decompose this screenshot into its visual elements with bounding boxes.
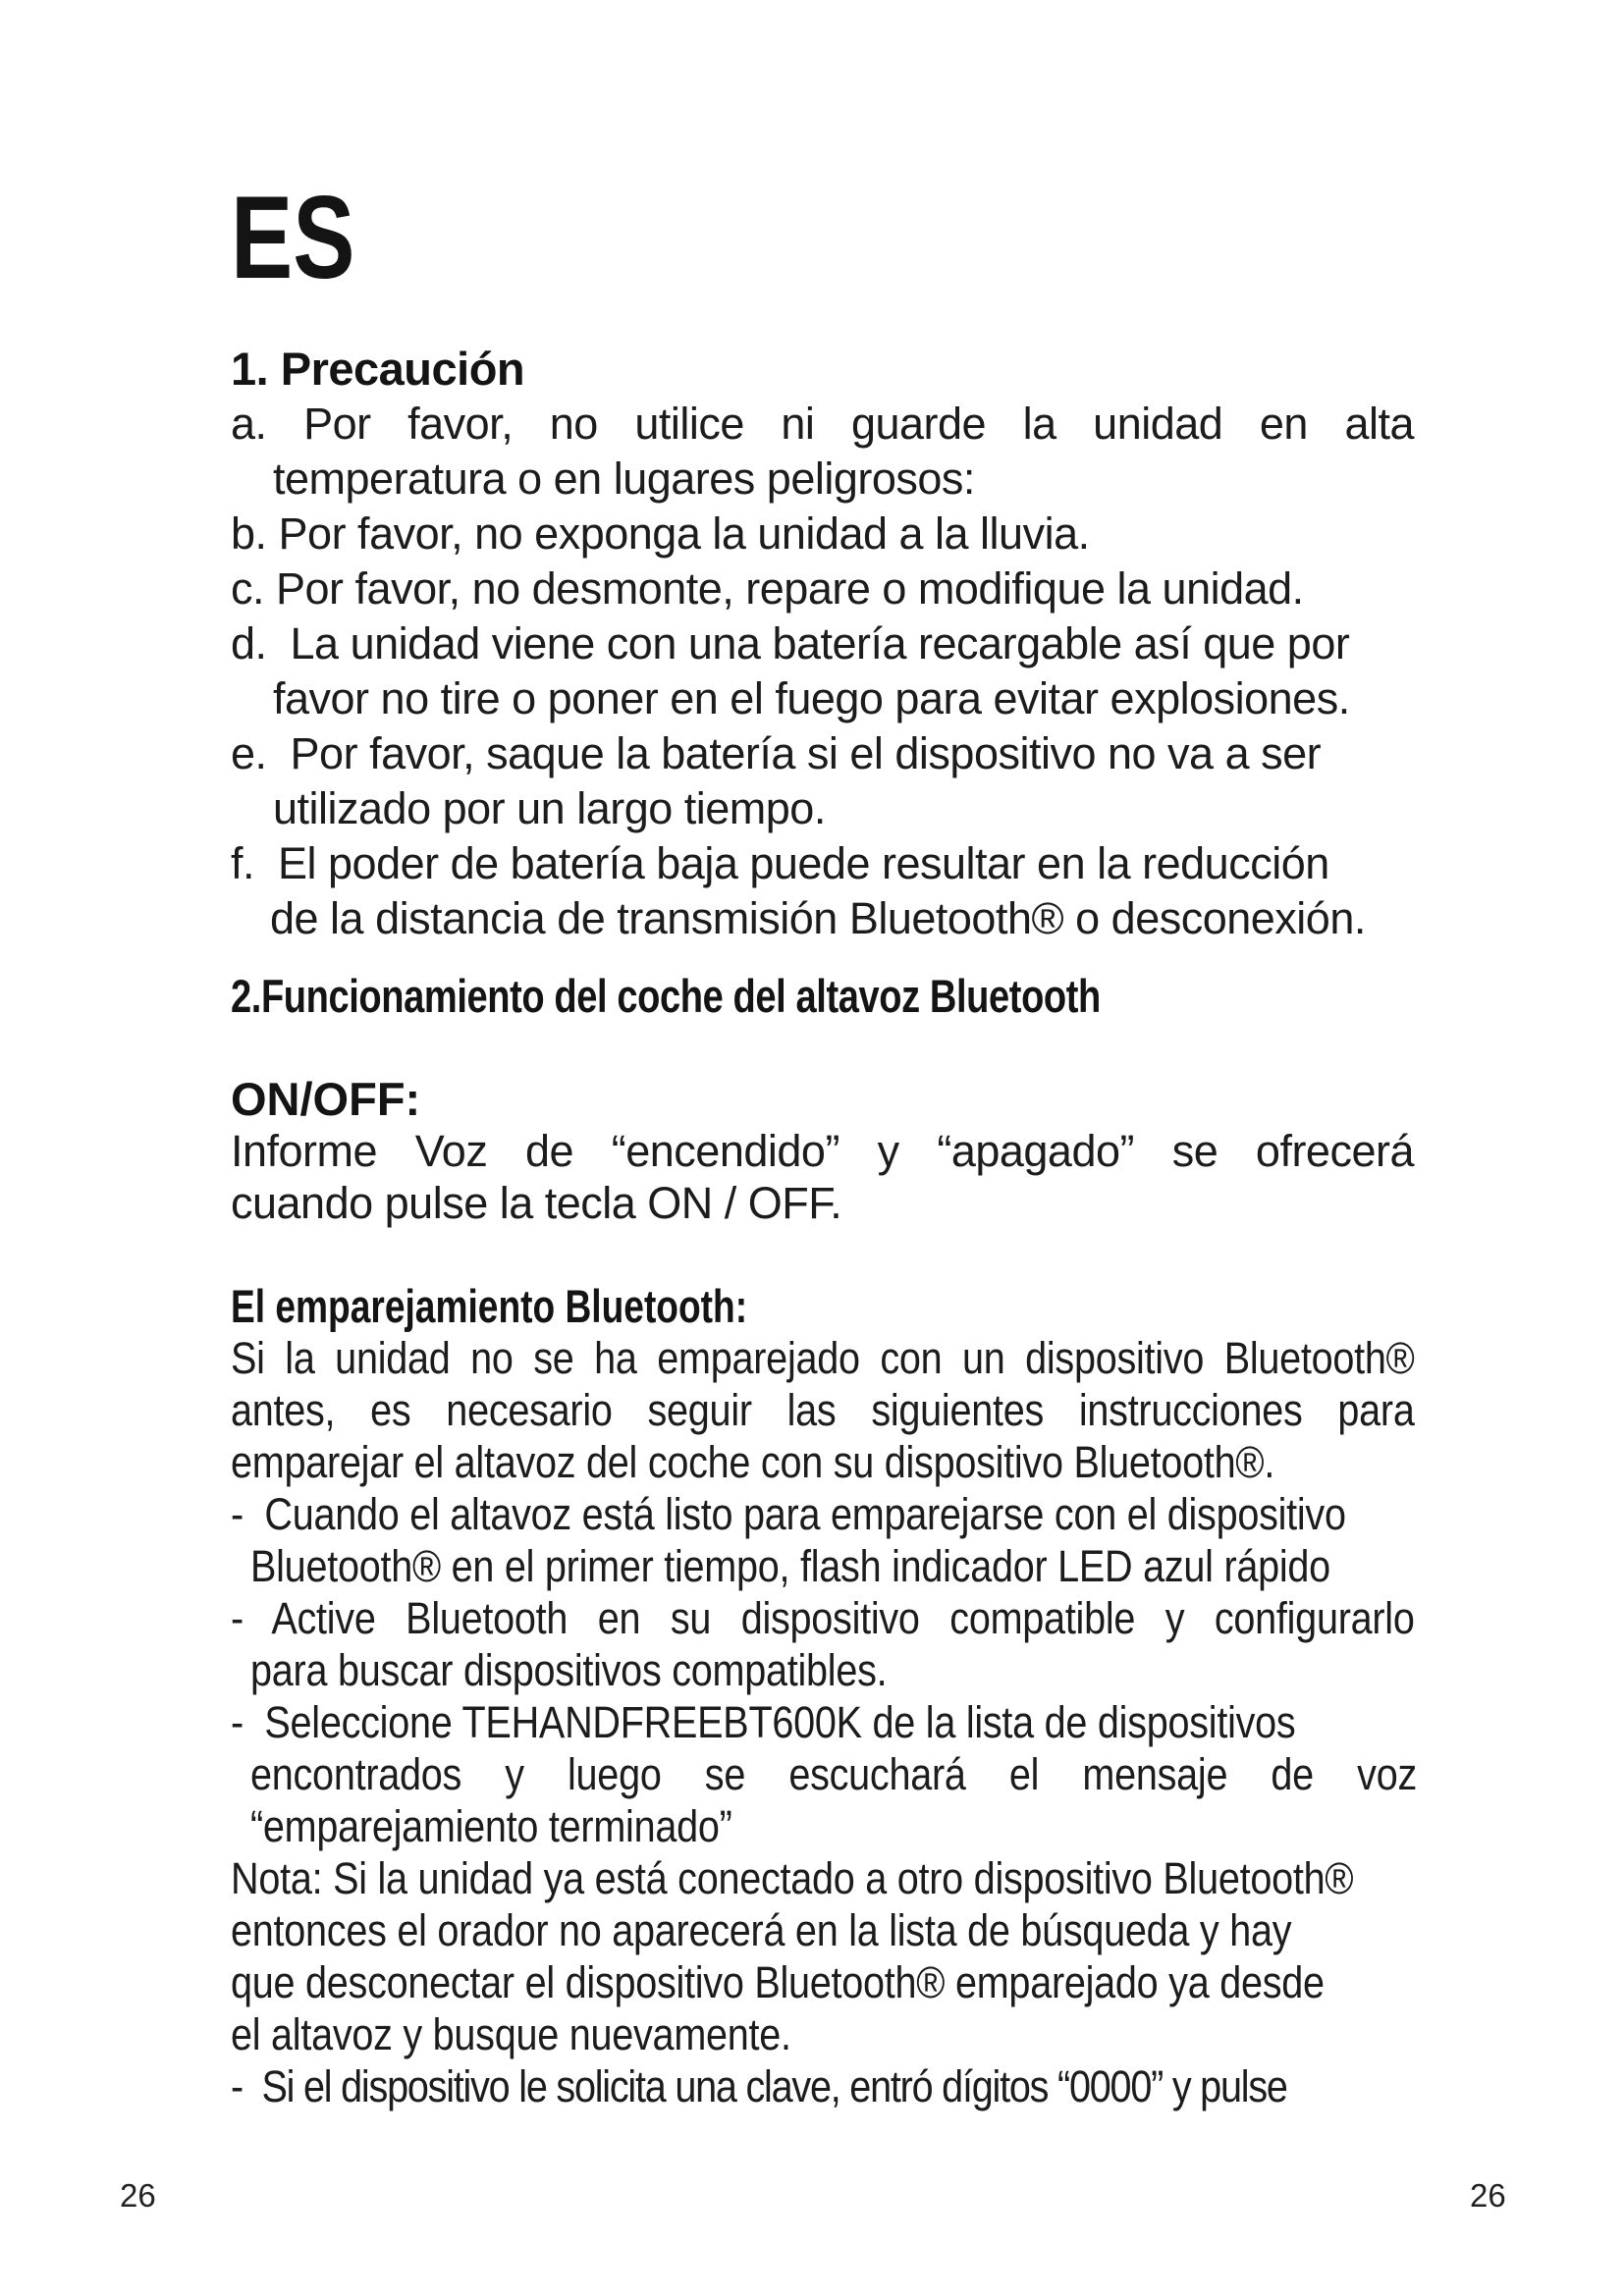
precaution-line: c. Por favor, no desmonte, repare o modifique la unidad.	[231, 563, 1304, 614]
precaution-line: f. El poder de batería baja puede resultar en la reducción	[231, 838, 1329, 888]
onoff-heading: ON/OFF:	[231, 1073, 421, 1125]
precaution-line: de la distancia de transmisión Bluetooth® o desconexión.	[270, 893, 1366, 943]
pairing-line: para buscar dispositivos compatibles.	[250, 1645, 888, 1695]
pairing-line: Nota: Si la unidad ya está conectado a otro dispositivo Bluetooth®	[231, 1853, 1354, 1903]
precaution-line: e. Por favor, saque la batería si el dispositivo no va a ser	[231, 728, 1322, 778]
pairing-line: encontrados y luego se escuchará el mensaje de voz	[250, 1749, 1417, 1799]
pairing-line: - Si el dispositivo le solicita una clave, entró dígitos “0000” y pulse	[231, 2061, 1287, 2111]
pairing-line: Bluetooth® en el primer tiempo, flash indicador LED azul rápido	[250, 1541, 1330, 1591]
page-content	[231, 172, 1417, 2112]
pairing-line: - Seleccione TEHANDFREEBT600K de la lista de dispositivos	[231, 1697, 1296, 1747]
page-number-right: 26	[1470, 2177, 1506, 2214]
onoff-line: cuando pulse la tecla ON / OFF.	[231, 1178, 842, 1228]
onoff-line: Informe Voz de “encendido” y “apagado” se ofrecerá	[231, 1126, 1414, 1176]
pairing-line: entonces el orador no aparecerá en la lista de búsqueda y hay	[231, 1905, 1292, 1955]
pairing-line: el altavoz y busque nuevamente.	[231, 2009, 791, 2059]
pairing-heading: El emparejamiento Bluetooth:	[231, 1280, 748, 1332]
pairing-line: antes, es necesario seguir las siguientes instrucciones para	[231, 1385, 1415, 1435]
precaution-line: d. La unidad viene con una batería recargable así que por	[231, 618, 1350, 668]
language-heading: ES	[231, 172, 355, 303]
precaution-line: b. Por favor, no exponga la unidad a la lluvia.	[231, 508, 1090, 559]
pairing-line: que desconectar el dispositivo Bluetooth® emparejado ya desde	[231, 1957, 1325, 2007]
precaution-line: temperatura o en lugares peligrosos:	[273, 454, 975, 504]
precaution-line: utilizado por un largo tiempo.	[273, 783, 826, 833]
pairing-line: “emparejamiento terminado”	[250, 1801, 732, 1851]
page-number-left: 26	[120, 2177, 156, 2214]
pairing-line: Si la unidad no se ha emparejado con un dispositivo Bluetooth®	[231, 1333, 1415, 1383]
pairing-line: - Active Bluetooth en su dispositivo compatible y configurarlo	[231, 1593, 1415, 1643]
precaution-line: favor no tire o poner en el fuego para evitar explosiones.	[273, 673, 1350, 723]
precaution-heading: 1. Precaución	[231, 343, 525, 395]
pairing-line: emparejar el altavoz del coche con su dispositivo Bluetooth®.	[231, 1437, 1275, 1487]
operation-heading: 2.Funcionamiento del coche del altavoz Bluetooth	[231, 970, 1101, 1022]
precaution-line: a. Por favor, no utilice ni guarde la unidad en alta	[231, 399, 1414, 449]
pairing-line: - Cuando el altavoz está listo para emparejarse con el dispositivo	[231, 1489, 1346, 1539]
